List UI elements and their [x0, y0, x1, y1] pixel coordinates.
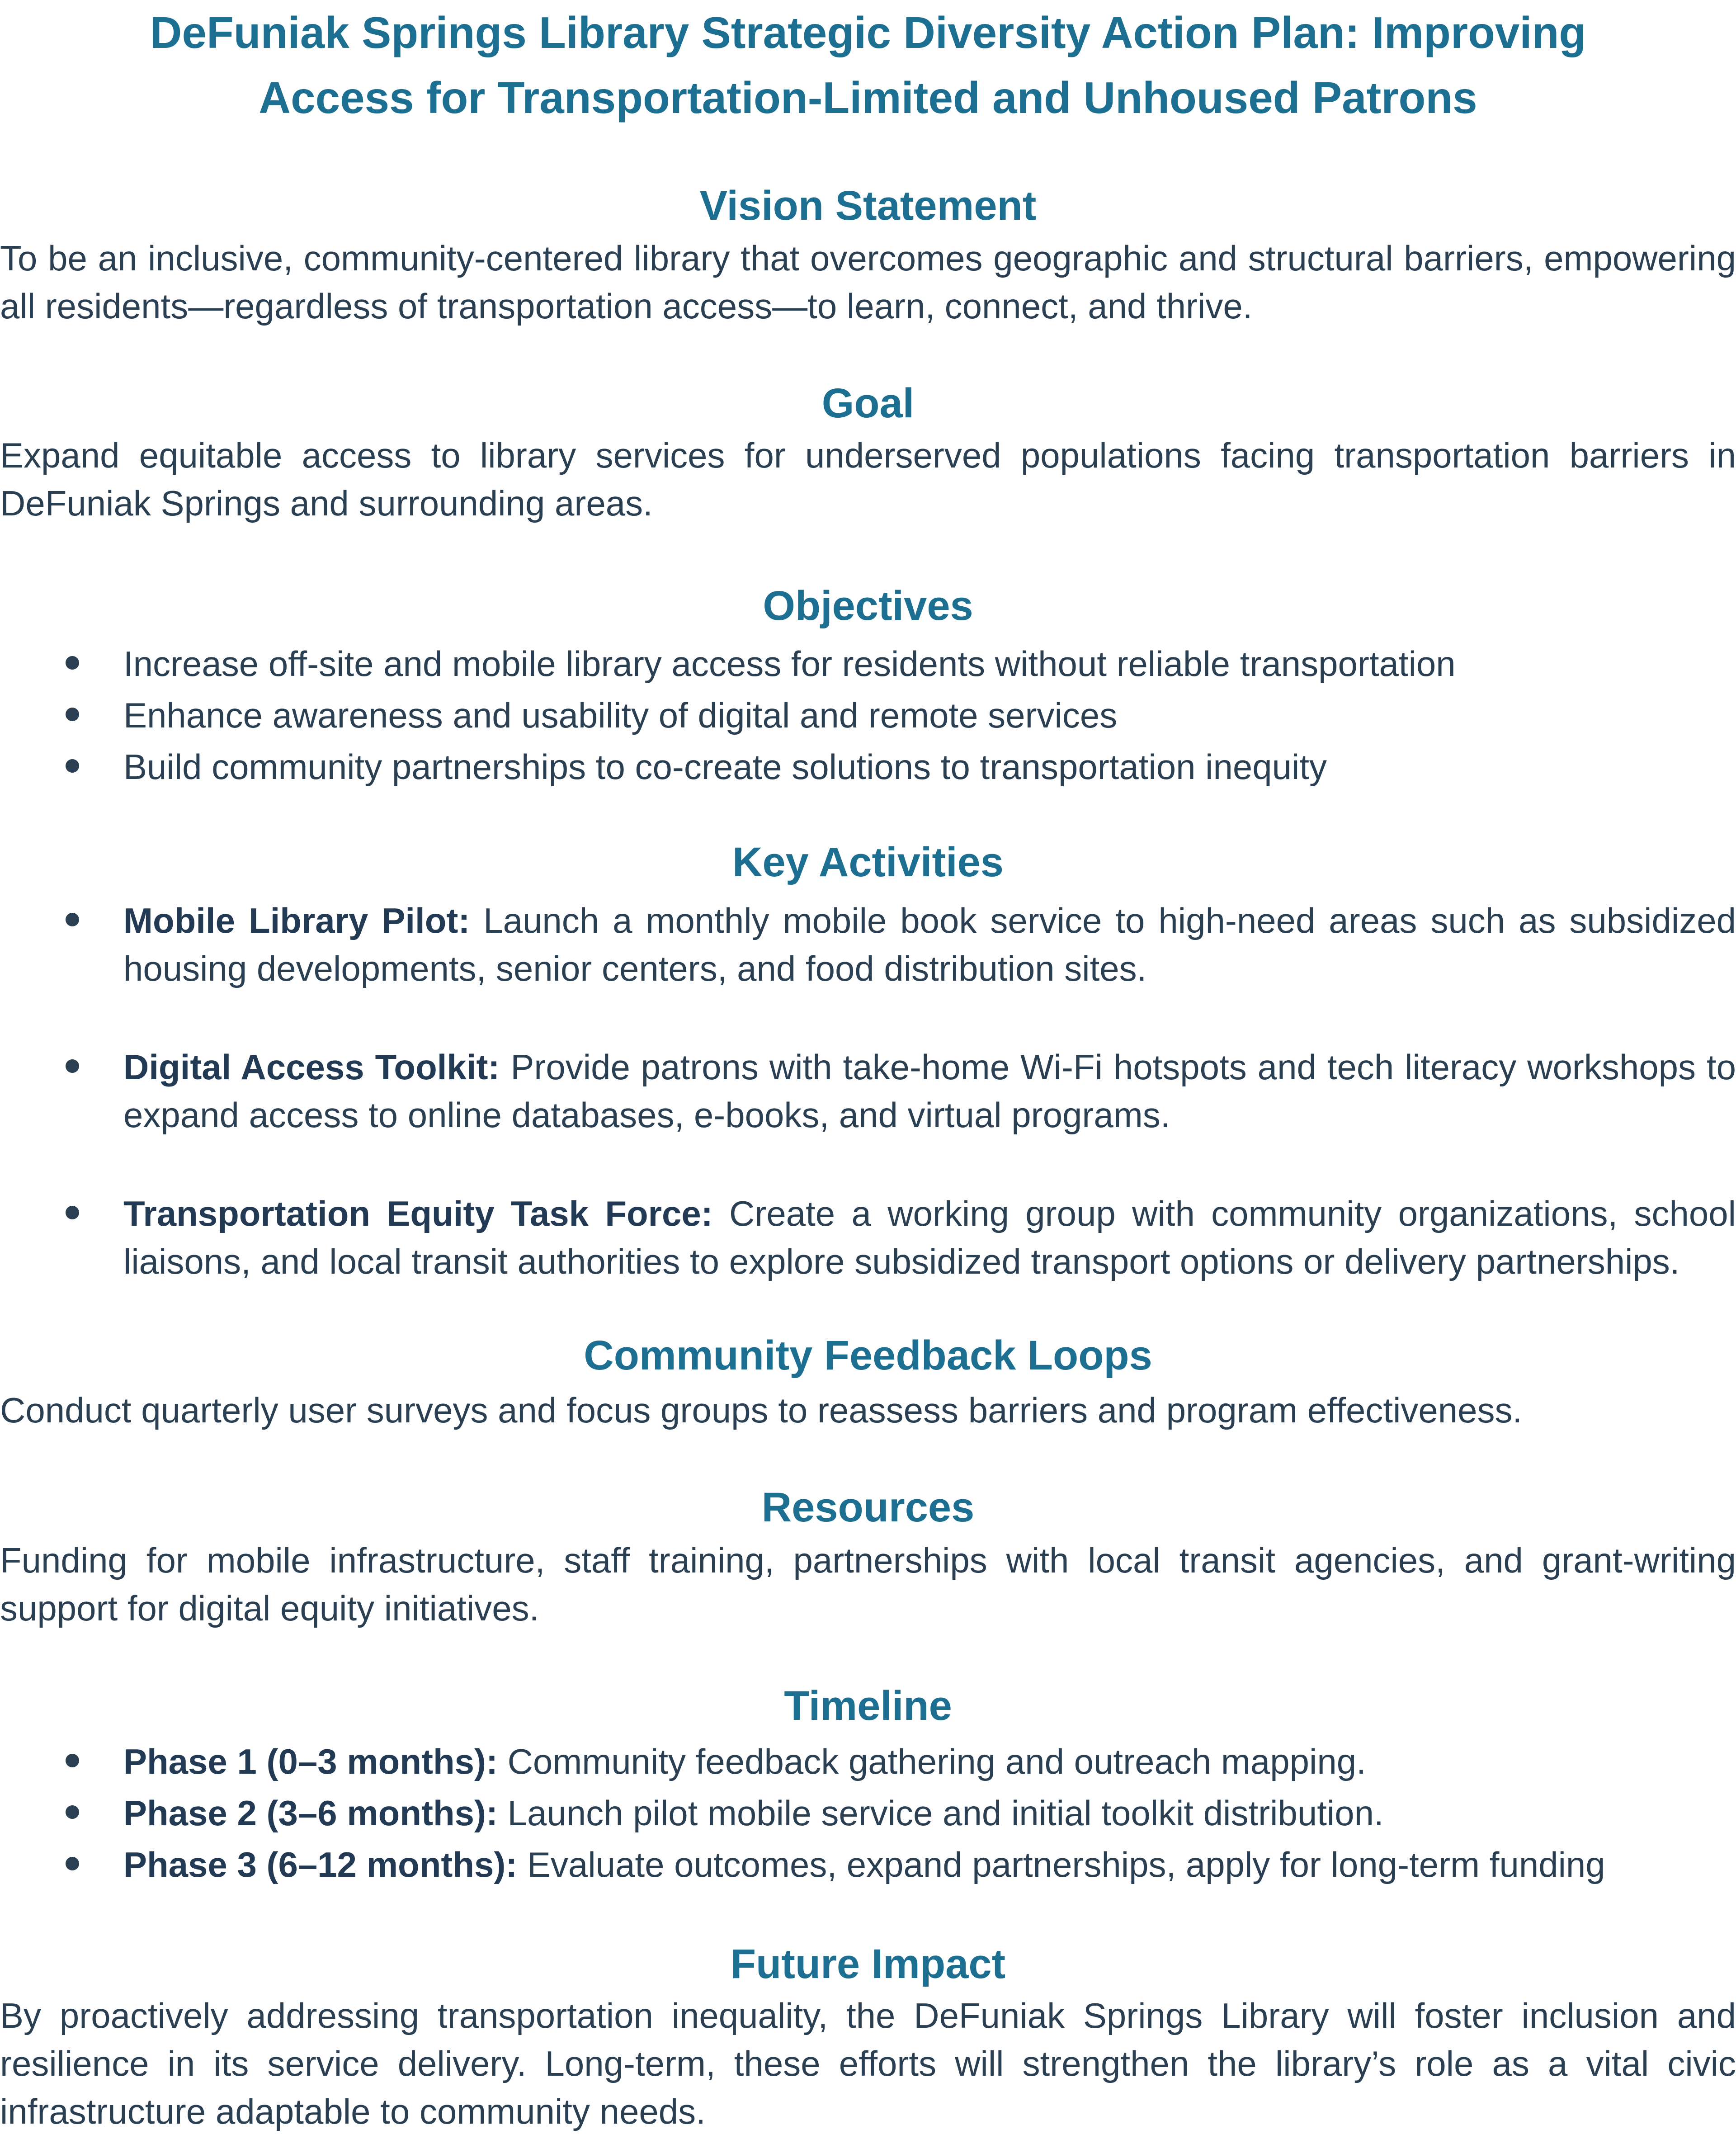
timeline-item	[0, 1841, 1736, 1889]
document-title	[0, 0, 1736, 130]
key-activities-list	[0, 897, 1736, 1285]
bullet-icon	[66, 1805, 79, 1819]
bullet-icon	[66, 913, 79, 926]
activity-item	[0, 1043, 1736, 1139]
objective-item	[0, 640, 1736, 688]
timeline-item	[0, 1738, 1736, 1785]
bullet-icon	[66, 759, 79, 773]
objective-text: Enhance awareness and usability of digital and remote services	[123, 695, 1118, 735]
resources-heading: Resources	[761, 1484, 975, 1530]
phase-description: Evaluate outcomes, expand partnerships, apply for long-term funding	[517, 1845, 1605, 1884]
activity-description: Provide patrons with take-home Wi-Fi hotspots and tech literacy workshops to expand access to online databases, e-books, and virtual programs.	[123, 1047, 1736, 1135]
timeline-item	[0, 1789, 1736, 1837]
feedback-heading: Community Feedback Loops	[584, 1332, 1152, 1379]
bullet-icon	[66, 1206, 79, 1219]
future-impact-text: By proactively addressing transportation inequality, the DeFuniak Springs Library will foster inclusion and resilience in its service delivery. Long-term, these efforts will strengthen the library’s role as a vital civic infrastructure adaptable to community needs.	[0, 1996, 1736, 2131]
timeline-list	[0, 1738, 1736, 1889]
phase-description: Launch pilot mobile service and initial toolkit distribution.	[497, 1793, 1384, 1833]
activity-title: Mobile Library Pilot:	[123, 901, 470, 940]
document-title-line-2: Access for Transportation-Limited and Unhoused Patrons	[259, 73, 1477, 123]
activity-description: Launch a monthly mobile book service to high-need areas such as subsidized housing developments, senior centers, and food distribution sites.	[123, 901, 1736, 988]
goal-text: Expand equitable access to library services for underserved populations facing transportation barriers in DeFuniak Springs and surrounding areas.	[0, 435, 1736, 523]
future-impact-heading: Future Impact	[730, 1941, 1006, 1987]
vision-text: To be an inclusive, community-centered library that overcomes geographic and structural barriers, empowering all residents—regardless of transportation access—to learn, connect, and thrive.	[0, 238, 1736, 326]
objective-text: Increase off-site and mobile library access for residents without reliable transportation	[123, 644, 1456, 684]
objective-item	[0, 691, 1736, 739]
vision-heading: Vision Statement	[699, 183, 1037, 229]
activity-title: Digital Access Toolkit:	[123, 1047, 500, 1087]
objective-item	[0, 743, 1736, 791]
goal-heading: Goal	[821, 380, 915, 426]
phase-label: Phase 2 (3–6 months):	[123, 1793, 498, 1833]
key-activities-heading: Key Activities	[732, 839, 1004, 885]
activity-item	[0, 1190, 1736, 1285]
feedback-text: Conduct quarterly user surveys and focus groups to reassess barriers and program effectiveness.	[0, 1390, 1523, 1430]
phase-description: Community feedback gathering and outreach mapping.	[497, 1742, 1366, 1781]
bullet-icon	[66, 708, 79, 721]
activity-title: Transportation Equity Task Force:	[123, 1194, 713, 1233]
bullet-icon	[66, 1857, 79, 1870]
document-title-line-1: DeFuniak Springs Library Strategic Diversity Action Plan: Improving	[150, 8, 1586, 57]
bullet-icon	[66, 1754, 79, 1767]
objective-text: Build community partnerships to co-create solutions to transportation inequity	[123, 747, 1327, 787]
bullet-icon	[66, 1059, 79, 1073]
objectives-list	[0, 640, 1736, 791]
activity-item	[0, 897, 1736, 992]
bullet-icon	[66, 656, 79, 670]
objectives-heading: Objectives	[763, 583, 973, 629]
timeline-heading: Timeline	[784, 1683, 952, 1729]
resources-text: Funding for mobile infrastructure, staff training, partnerships with local transit agencies, and grant-writing support for digital equity initiatives.	[0, 1540, 1736, 1628]
phase-label: Phase 3 (6–12 months):	[123, 1845, 518, 1884]
activity-description: Create a working group with community organizations, school liaisons, and local transit authorities to explore subsidized transport options or delivery partnerships.	[123, 1194, 1736, 1281]
phase-label: Phase 1 (0–3 months):	[123, 1742, 498, 1781]
